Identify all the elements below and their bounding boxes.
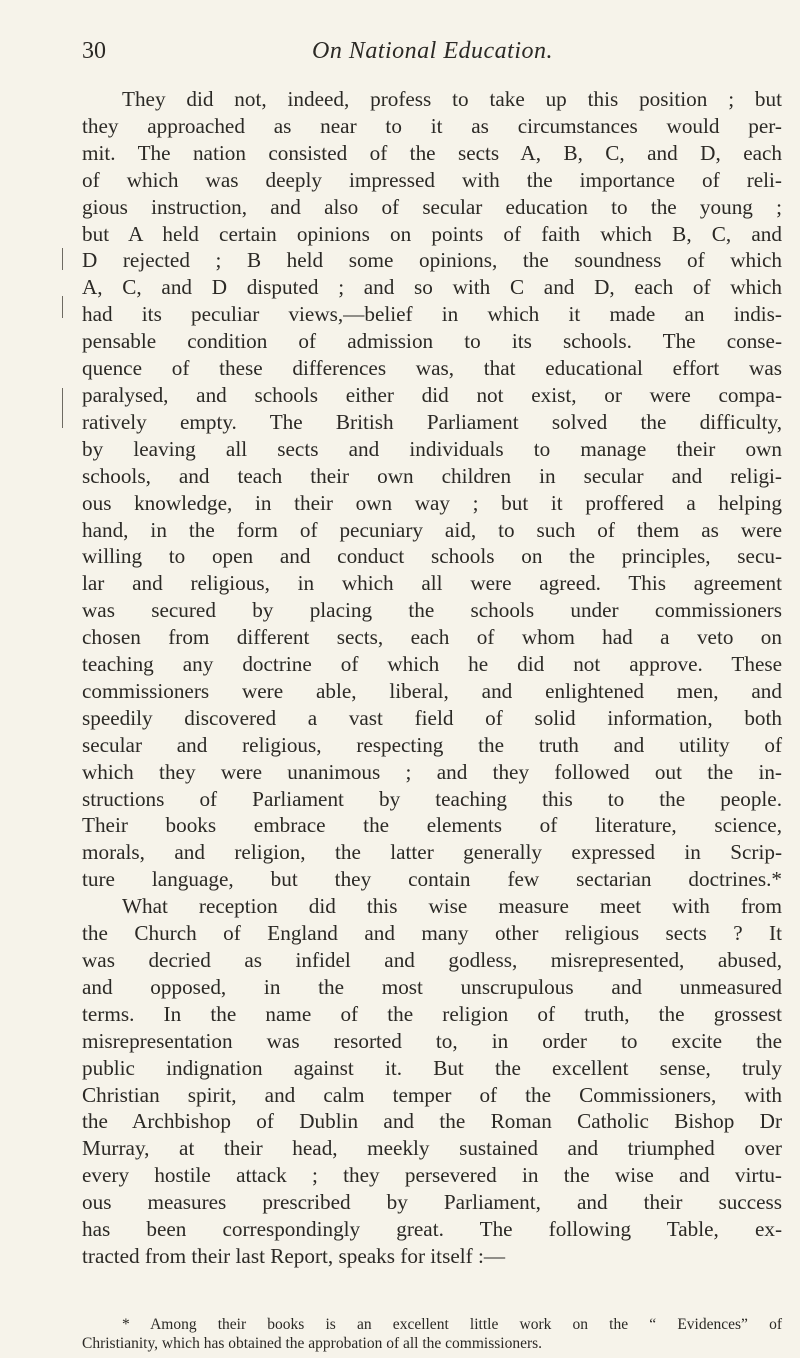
text-line: ratively empty. The British Parliament solved the difficulty, [82,409,782,434]
text-line: commissioners were able, liberal, and enlightened men, and [82,678,782,703]
text-line: public indignation against it. But the excellent sense, truly [82,1055,782,1080]
text-line: D rejected ; B held some opinions, the soundness of which [82,248,782,273]
text-line: Christian spirit, and calm temper of the Commissioners, with [82,1082,782,1107]
margin-mark [62,388,63,428]
text-line: which they were unanimous ; and they followed out the in- [82,759,782,784]
text-line: lar and religious, in which all were agreed. This agreement [82,571,782,596]
text-line: gious instruction, and also of secular education to the young ; [82,194,782,219]
text-line: quence of these differences was, that educational effort was [82,356,782,381]
text-line: morals, and religion, the latter generally expressed in Scrip- [82,840,782,865]
text-line: teaching any doctrine of which he did not approve. These [82,652,782,677]
page-header [82,38,782,78]
text-line: Murray, at their head, meekly sustained and triumphed over [82,1136,782,1161]
margin-mark [62,296,63,318]
text-line: the Church of England and many other religious sects ? It [82,921,782,946]
text-line: willing to open and conduct schools on the principles, secu- [82,544,782,569]
text-line: had its peculiar views,—belief in which it made an indis- [82,302,782,327]
text-line: structions of Parliament by teaching this to the people. [82,786,782,811]
page-number: 30 [82,38,106,64]
text-line: tracted from their last Report, speaks for itself :— [82,1243,506,1268]
text-line: they approached as near to it as circumstances would per- [82,113,782,138]
text-line: and opposed, in the most unscrupulous and unmeasured [82,974,782,999]
text-line: pensable condition of admission to its schools. The conse- [82,329,782,354]
text-line: the Archbishop of Dublin and the Roman Catholic Bishop Dr [82,1109,782,1134]
text-line: ous knowledge, in their own way ; but it proffered a helping [82,490,782,515]
text-line: Their books embrace the elements of literature, science, [82,813,782,838]
text-line: What reception did this wise measure meet with from [122,894,782,919]
text-line: every hostile attack ; they persevered in the wise and virtu- [82,1163,782,1188]
text-line: by leaving all sects and individuals to manage their own [82,436,782,461]
text-line: has been correspondingly great. The following Table, ex- [82,1217,782,1242]
text-line: paralysed, and schools either did not exist, or were compa- [82,382,782,407]
footnote-line: Christianity, which has obtained the approbation of all the commissioners. [82,1335,543,1352]
text-line: of which was deeply impressed with the importance of reli- [82,167,782,192]
text-line: but A held certain opinions on points of faith which B, C, and [82,221,782,246]
text-line: A, C, and D disputed ; and so with C and D, each of which [82,275,782,300]
text-line: misrepresentation was resorted to, in order to excite the [82,1028,782,1053]
text-line: was secured by placing the schools under commissioners [82,598,782,623]
text-line: mit. The nation consisted of the sects A, B, C, and D, each [82,140,782,165]
margin-mark [62,248,63,270]
footnote [82,1315,782,1353]
text-line: hand, in the form of pecuniary aid, to such of them as were [82,517,782,542]
text-line: terms. In the name of the religion of truth, the grossest [82,1001,782,1026]
text-line: was decried as infidel and godless, misrepresented, abused, [82,948,782,972]
text-line: ture language, but they contain few sectarian doctrines.* [82,867,782,892]
text-line: secular and religious, respecting the truth and utility of [82,732,782,757]
text-line: They did not, indeed, profess to take up this position ; but [122,87,782,111]
body-text [82,86,782,1270]
text-line: speedily discovered a vast field of solid information, both [82,705,782,730]
text-line: ous measures prescribed by Parliament, and their success [82,1190,782,1215]
text-line: chosen from different sects, each of whom had a veto on [82,625,782,650]
text-line: schools, and teach their own children in secular and religi- [82,463,782,488]
footnote-line: * Among their books is an excellent little work on the “ Evidences” of [122,1316,782,1333]
running-title: On National Education. [312,38,553,64]
